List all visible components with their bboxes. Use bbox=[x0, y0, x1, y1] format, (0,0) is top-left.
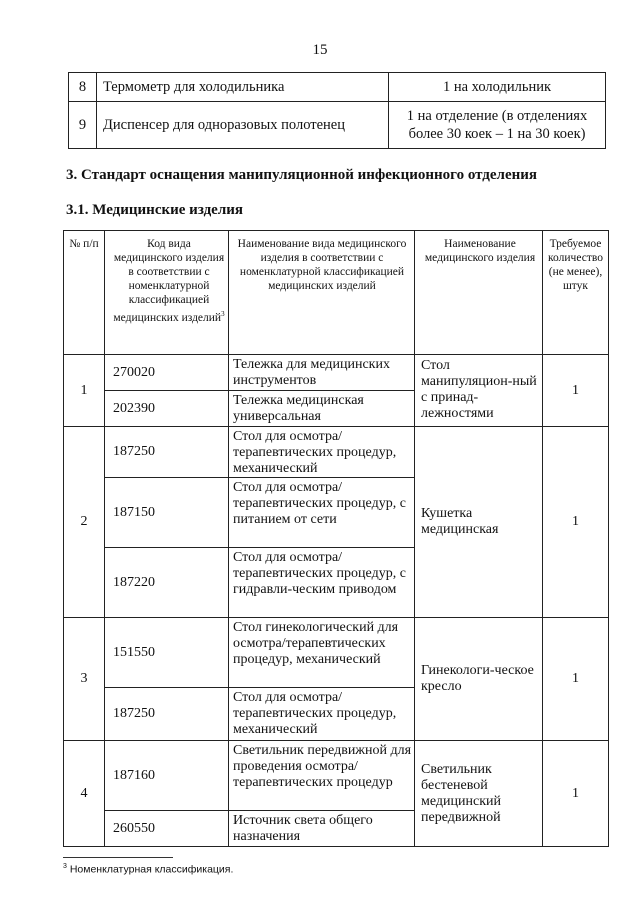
item-name: Тележка для медицинских инструментов bbox=[229, 355, 415, 391]
medical-devices-table bbox=[63, 230, 609, 847]
footnote-mark: 3 bbox=[221, 310, 225, 318]
item-name: Светильник передвижной для проведения осмотра/терапевтических процедур bbox=[229, 741, 415, 811]
table-row bbox=[64, 355, 609, 391]
header-device: Наименование медицинского изделия bbox=[415, 231, 543, 355]
table-row bbox=[64, 618, 609, 688]
item-code: 202390 bbox=[105, 391, 229, 427]
item-name: Стол для осмотра/терапевтических процедур, механический bbox=[229, 688, 415, 741]
item-code: 187160 bbox=[105, 741, 229, 811]
header-code bbox=[105, 231, 229, 355]
item-name: Термометр для холодильника bbox=[97, 73, 389, 102]
section-heading: 3. Стандарт оснащения манипуляционной инфекционного отделения bbox=[66, 167, 538, 183]
item-code: 187250 bbox=[105, 688, 229, 741]
quantity-line: более 30 коек – 1 на 30 коек) bbox=[408, 126, 586, 142]
item-code: 260550 bbox=[105, 811, 229, 847]
footnote-text: Номенклатурная классификация. bbox=[69, 863, 234, 876]
item-code: 270020 bbox=[105, 355, 229, 391]
table-row bbox=[64, 741, 609, 811]
quantity-line: 1 на отделение (в отделениях bbox=[406, 108, 588, 124]
item-quantity bbox=[389, 102, 606, 149]
item-name: Стол гинекологический для осмотра/терапевтических процедур, механический bbox=[229, 618, 415, 688]
item-name: Тележка медицинская универсальная bbox=[229, 391, 415, 427]
quantity: 1 bbox=[543, 618, 609, 741]
device-name: Стол манипуляцион-ный с принад-лежностями bbox=[415, 355, 543, 427]
table-row bbox=[69, 102, 606, 149]
group-number: 4 bbox=[64, 741, 105, 847]
subsection-heading: 3.1. Медицинские изделия bbox=[66, 202, 243, 218]
group-number: 1 bbox=[64, 355, 105, 427]
item-code: 151550 bbox=[105, 618, 229, 688]
header-num: № п/п bbox=[64, 231, 105, 355]
table-row bbox=[69, 73, 606, 102]
quantity: 1 bbox=[543, 741, 609, 847]
row-number: 8 bbox=[69, 73, 97, 102]
item-name: Стол для осмотра/терапевтических процедур, с гидравли-ческим приводом bbox=[229, 548, 415, 618]
page-number: 15 bbox=[312, 42, 328, 58]
group-number: 2 bbox=[64, 427, 105, 618]
item-quantity: 1 на холодильник bbox=[389, 73, 606, 102]
quantity: 1 bbox=[543, 427, 609, 618]
device-name: Кушетка медицинская bbox=[415, 427, 543, 618]
item-code: 187250 bbox=[105, 427, 229, 478]
quantity: 1 bbox=[543, 355, 609, 427]
footnote bbox=[63, 863, 233, 876]
row-number: 9 bbox=[69, 102, 97, 149]
device-name: Светильник бестеневой медицинский передвижной bbox=[415, 741, 543, 847]
item-name: Стол для осмотра/терапевтических процедур, механический bbox=[229, 427, 415, 478]
header-name: Наименование вида медицинского изделия в соответствии с номенклатурной классификацией медицинских изделий bbox=[229, 231, 415, 355]
header-code-text: Код вида медицинского изделия в соответствии с номенклатурной классификацией медицинских изделий bbox=[113, 238, 225, 324]
table-header-row bbox=[64, 231, 609, 355]
item-code: 187220 bbox=[105, 548, 229, 618]
footnote-divider bbox=[63, 857, 173, 858]
item-code: 187150 bbox=[105, 478, 229, 548]
header-quantity: Требуемое количество (не менее), штук bbox=[543, 231, 609, 355]
item-name: Стол для осмотра/терапевтических процедур, с питанием от сети bbox=[229, 478, 415, 548]
device-name: Гинекологи-ческое кресло bbox=[415, 618, 543, 741]
footnote-mark: 3 bbox=[63, 863, 67, 870]
group-number: 3 bbox=[64, 618, 105, 741]
item-name: Диспенсер для одноразовых полотенец bbox=[97, 102, 389, 149]
item-name: Источник света общего назначения bbox=[229, 811, 415, 847]
table-row bbox=[64, 427, 609, 478]
equipment-continuation-table bbox=[68, 72, 606, 149]
